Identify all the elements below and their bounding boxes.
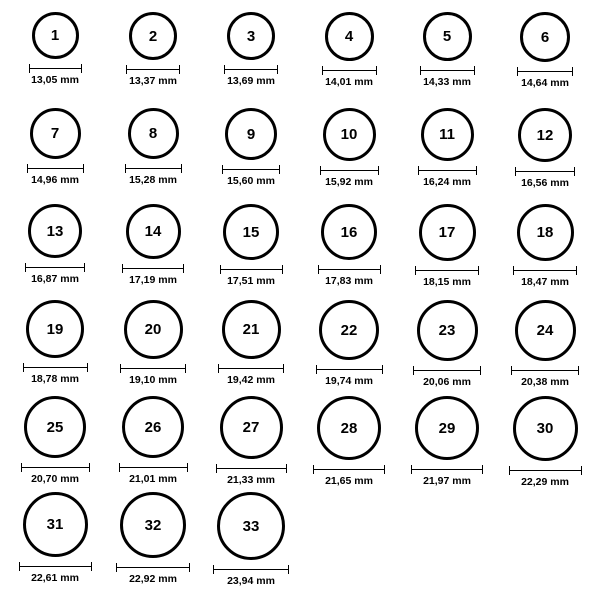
ring-diameter-label: 20,38 mm (521, 376, 569, 388)
ring-circle (421, 108, 474, 161)
ring-circle (517, 204, 574, 261)
ring-diameter-label: 18,78 mm (31, 373, 79, 385)
measure-bar (224, 65, 278, 74)
ring-size-number: 10 (340, 126, 358, 143)
ring-circle (32, 12, 79, 59)
measure-bar (222, 165, 280, 174)
ring-diameter-label: 17,19 mm (129, 274, 177, 286)
ring-circle (227, 12, 275, 60)
ring-circle (126, 204, 181, 259)
measure-bar (320, 166, 379, 175)
measure-bar (318, 265, 381, 274)
ring-size-cell (300, 108, 398, 204)
ring-diameter-label: 14,96 mm (31, 174, 79, 186)
measure-line (25, 267, 85, 268)
measure-line (316, 369, 383, 370)
ring-diameter-label: 13,37 mm (129, 75, 177, 87)
ring-size-cell (104, 204, 202, 300)
ring-size-number: 2 (148, 27, 158, 45)
ring-size-cell (6, 300, 104, 396)
measure-line (125, 168, 182, 169)
ring-size-number: 28 (340, 419, 358, 437)
ring-size-number: 27 (242, 419, 260, 436)
ring-diameter-label: 22,61 mm (31, 572, 79, 584)
ring-size-number: 5 (442, 28, 452, 45)
measure-bar (126, 65, 180, 74)
measure-line (126, 69, 180, 70)
ring-circle (217, 492, 285, 560)
measure-bar (120, 364, 186, 373)
ring-circle (120, 492, 186, 558)
measure-bar (515, 167, 575, 176)
ring-size-cell (496, 300, 594, 396)
ring-circle (518, 108, 572, 162)
ring-diameter-label: 14,64 mm (521, 77, 569, 89)
measure-bar (415, 266, 479, 275)
ring-size-cell (496, 12, 594, 108)
ring-size-cell (104, 12, 202, 108)
measure-line (116, 567, 190, 568)
measure-line (517, 71, 573, 72)
ring-circle (30, 108, 81, 159)
ring-size-cell (202, 396, 300, 492)
ring-circle (220, 396, 283, 459)
ring-diameter-label: 17,51 mm (227, 275, 275, 287)
measure-bar (511, 366, 579, 375)
ring-size-cell (398, 204, 496, 300)
measure-bar (509, 466, 582, 475)
measure-bar (116, 563, 190, 572)
ring-size-cell (104, 492, 202, 588)
ring-size-cell (300, 300, 398, 396)
measure-line (411, 469, 483, 470)
ring-size-cell (6, 396, 104, 492)
ring-size-number: 25 (46, 418, 64, 436)
ring-size-number: 7 (50, 125, 60, 142)
ring-size-number: 32 (144, 516, 162, 534)
measure-bar (19, 562, 92, 571)
measure-line (29, 68, 82, 69)
ring-diameter-label: 16,87 mm (31, 273, 79, 285)
ring-size-number: 33 (242, 517, 260, 535)
ring-circle (128, 108, 179, 159)
ring-diameter-label: 16,24 mm (423, 176, 471, 188)
ring-size-number: 31 (46, 516, 64, 533)
ring-size-cell (398, 108, 496, 204)
measure-bar (119, 463, 188, 472)
measure-line (322, 70, 377, 71)
ring-circle (28, 204, 82, 258)
ring-circle (520, 12, 570, 62)
measure-line (23, 367, 88, 368)
ring-diameter-label: 15,28 mm (129, 174, 177, 186)
ring-circle (325, 12, 374, 61)
ring-diameter-label: 19,10 mm (129, 374, 177, 386)
measure-line (420, 70, 475, 71)
measure-line (320, 170, 379, 171)
measure-line (119, 467, 188, 468)
ring-size-number: 3 (246, 27, 256, 45)
ring-circle (323, 108, 376, 161)
ring-size-number: 24 (536, 322, 554, 339)
ring-circle (321, 204, 377, 260)
ring-size-cell (496, 108, 594, 204)
measure-line (418, 170, 477, 171)
measure-bar (25, 263, 85, 272)
measure-bar (122, 264, 184, 273)
measure-line (222, 169, 280, 170)
measure-line (515, 171, 575, 172)
ring-circle (419, 204, 476, 261)
ring-size-number: 21 (242, 321, 260, 338)
ring-diameter-label: 13,05 mm (31, 74, 79, 86)
ring-size-cell (6, 492, 104, 588)
ring-size-number: 14 (144, 223, 162, 240)
ring-size-cell (202, 492, 300, 588)
ring-size-number: 22 (340, 321, 358, 339)
measure-line (509, 470, 582, 471)
ring-size-number: 19 (46, 320, 64, 338)
ring-size-cell (6, 204, 104, 300)
ring-size-cell (496, 396, 594, 492)
ring-diameter-label: 20,70 mm (31, 473, 79, 485)
ring-size-cell (202, 204, 300, 300)
ring-diameter-label: 14,01 mm (325, 76, 373, 88)
measure-line (213, 569, 289, 570)
ring-size-number: 15 (242, 223, 260, 241)
ring-diameter-label: 18,15 mm (423, 276, 471, 288)
ring-size-number: 20 (144, 321, 162, 338)
ring-size-cell (202, 300, 300, 396)
measure-bar (216, 464, 287, 473)
ring-size-number: 23 (438, 322, 456, 339)
ring-size-number: 16 (340, 223, 358, 241)
ring-size-number: 29 (438, 419, 456, 437)
ring-diameter-label: 22,92 mm (129, 573, 177, 585)
ring-size-number: 13 (46, 222, 64, 240)
ring-circle (423, 12, 472, 61)
ring-diameter-label: 19,74 mm (325, 375, 373, 387)
ring-diameter-label: 21,65 mm (325, 475, 373, 487)
ring-diameter-label: 21,01 mm (129, 473, 177, 485)
measure-bar (23, 363, 88, 372)
ring-circle (225, 108, 277, 160)
ring-diameter-label: 13,69 mm (227, 75, 275, 87)
ring-size-cell (300, 396, 398, 492)
ring-diameter-label: 19,42 mm (227, 374, 275, 386)
ring-circle (417, 300, 478, 361)
ring-diameter-label: 21,33 mm (227, 474, 275, 486)
ring-size-number: 8 (148, 125, 158, 142)
measure-bar (125, 164, 182, 173)
measure-bar (313, 465, 385, 474)
measure-bar (29, 64, 82, 73)
measure-line (216, 468, 287, 469)
ring-size-number: 11 (439, 126, 455, 143)
measure-line (415, 270, 479, 271)
ring-size-number: 1 (50, 27, 60, 44)
ring-diameter-label: 15,92 mm (325, 176, 373, 188)
measure-bar (517, 67, 573, 76)
measure-line (513, 270, 577, 271)
measure-bar (218, 364, 284, 373)
measure-bar (27, 164, 84, 173)
measure-bar (322, 66, 377, 75)
measure-line (224, 69, 278, 70)
ring-circle (415, 396, 479, 460)
measure-line (21, 467, 90, 468)
ring-circle (223, 204, 279, 260)
ring-diameter-label: 14,33 mm (423, 76, 471, 88)
ring-size-number: 4 (344, 28, 354, 45)
ring-size-number: 26 (144, 418, 162, 436)
ring-size-grid (6, 12, 594, 588)
ring-circle (222, 300, 281, 359)
measure-line (318, 269, 381, 270)
ring-size-number: 6 (540, 28, 550, 46)
ring-circle (24, 396, 86, 458)
measure-bar (220, 265, 283, 274)
ring-size-number: 18 (536, 224, 554, 241)
ring-size-number: 12 (536, 126, 554, 144)
measure-line (220, 269, 283, 270)
ring-circle (26, 300, 84, 358)
ring-diameter-label: 20,06 mm (423, 376, 471, 388)
ring-circle (513, 396, 578, 461)
ring-size-number: 30 (536, 420, 554, 437)
measure-line (313, 469, 385, 470)
ring-size-cell (300, 12, 398, 108)
ring-size-cell (104, 108, 202, 204)
measure-bar (21, 463, 90, 472)
ring-circle (122, 396, 184, 458)
measure-bar (316, 365, 383, 374)
ring-circle (317, 396, 381, 460)
ring-size-cell (398, 396, 496, 492)
ring-diameter-label: 23,94 mm (227, 575, 275, 587)
ring-circle (124, 300, 183, 359)
measure-line (218, 368, 284, 369)
ring-size-cell (202, 12, 300, 108)
ring-circle (515, 300, 576, 361)
ring-size-number: 17 (438, 224, 456, 241)
measure-bar (411, 465, 483, 474)
ring-circle (23, 492, 88, 557)
ring-size-cell (496, 204, 594, 300)
ring-size-cell (398, 300, 496, 396)
ring-size-cell (300, 204, 398, 300)
measure-bar (513, 266, 577, 275)
ring-size-cell (398, 12, 496, 108)
ring-size-cell (6, 108, 104, 204)
ring-diameter-label: 18,47 mm (521, 276, 569, 288)
ring-size-cell (104, 396, 202, 492)
ring-size-cell (6, 12, 104, 108)
ring-circle (129, 12, 177, 60)
ring-size-cell (202, 108, 300, 204)
measure-bar (413, 366, 481, 375)
measure-bar (213, 565, 289, 574)
measure-line (120, 368, 186, 369)
measure-line (413, 370, 481, 371)
measure-line (511, 370, 579, 371)
ring-diameter-label: 16,56 mm (521, 177, 569, 189)
ring-diameter-label: 22,29 mm (521, 476, 569, 488)
measure-line (122, 268, 184, 269)
measure-line (27, 168, 84, 169)
measure-bar (418, 166, 477, 175)
ring-diameter-label: 21,97 mm (423, 475, 471, 487)
ring-size-number: 9 (246, 125, 256, 143)
ring-size-cell (104, 300, 202, 396)
measure-bar (420, 66, 475, 75)
measure-line (19, 566, 92, 567)
ring-diameter-label: 17,83 mm (325, 275, 373, 287)
ring-diameter-label: 15,60 mm (227, 175, 275, 187)
ring-circle (319, 300, 379, 360)
